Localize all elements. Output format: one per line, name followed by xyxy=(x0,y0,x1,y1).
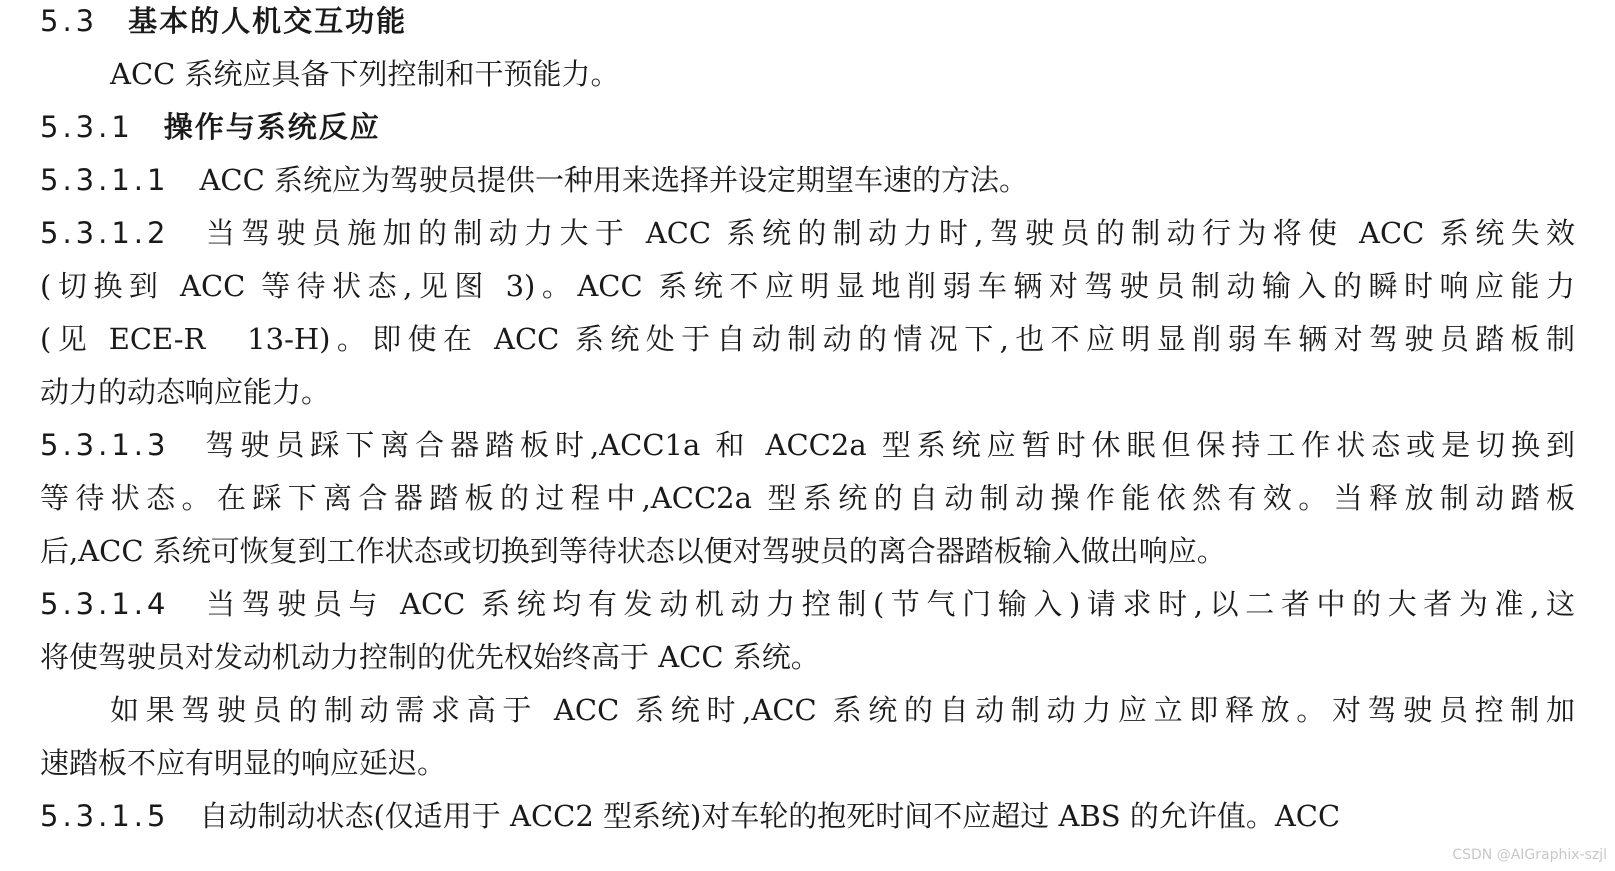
clause-paragraph: 如果驾驶员的制动需求高于 ACC 系统时,ACC 系统的自动制动力应立即释放。对驾驶员控制加 xyxy=(110,693,1575,727)
clause-text-line: 动力的动态响应能力。 xyxy=(40,375,331,409)
clause-5-3-1-2 xyxy=(40,207,1575,260)
subsection-heading xyxy=(40,101,1575,154)
clause-number: 5.3.1.5 xyxy=(40,799,170,833)
section-title: 基本的人机交互功能 xyxy=(128,4,408,38)
clause-number: 5.3.1.3 xyxy=(40,428,170,462)
section-heading xyxy=(40,0,1575,48)
section-intro: ACC 系统应具备下列控制和干预能力。 xyxy=(110,57,620,91)
clause-5-3-1-4 xyxy=(40,578,1575,631)
clause-text-line: 将使驾驶员对发动机动力控制的优先权始终高于 ACC 系统。 xyxy=(40,640,820,674)
clause-number: 5.3.1.4 xyxy=(40,587,170,621)
clause-text: 当驾驶员施加的制动力大于 ACC 系统的制动力时,驾驶员的制动行为将使 ACC 系统失效 xyxy=(199,216,1575,250)
clause-5-3-1-1 xyxy=(40,154,1575,207)
clause-text: 驾驶员踩下离合器踏板时,ACC1a 和 ACC2a 型系统应暂时休眠但保持工作状态或是切换到 xyxy=(199,428,1575,462)
section-number: 5.3 xyxy=(40,4,99,38)
subsection-title: 操作与系统反应 xyxy=(163,110,381,144)
clause-5-3-1-5 xyxy=(40,790,1575,843)
clause-text: ACC 系统应为驾驶员提供一种用来选择并设定期望车速的方法。 xyxy=(199,163,1029,197)
clause-5-3-1-3 xyxy=(40,419,1575,472)
clause-text-line: 后,ACC 系统可恢复到工作状态或切换到等待状态以便对驾驶员的离合器踏板输入做出响应。 xyxy=(40,534,1226,568)
watermark: CSDN @AIGraphix-szjl xyxy=(1452,847,1607,863)
clause-text: 自动制动状态(仅适用于 ACC2 型系统)对车轮的抱死时间不应超过 ABS 的允许值。ACC xyxy=(199,799,1341,833)
clause-number: 5.3.1.2 xyxy=(40,216,170,250)
clause-text-line: (见 ECE-R 13-H)。即使在 ACC 系统处于自动制动的情况下,也不应明显削弱车辆对驾驶员踏板制 xyxy=(40,322,1575,356)
clause-text-line: 速踏板不应有明显的响应延迟。 xyxy=(40,746,447,780)
clause-number: 5.3.1.1 xyxy=(40,163,170,197)
clause-text-line: 等待状态。在踩下离合器踏板的过程中,ACC2a 型系统的自动制动操作能依然有效。当释放制动踏板 xyxy=(40,481,1575,515)
subsection-number: 5.3.1 xyxy=(40,110,134,144)
clause-text: 当驾驶员与 ACC 系统均有发动机动力控制(节气门输入)请求时,以二者中的大者为准,这 xyxy=(199,587,1575,621)
clause-text-line: (切换到 ACC 等待状态,见图 3)。ACC 系统不应明显地削弱车辆对驾驶员制动输入的瞬时响应能力 xyxy=(40,269,1575,303)
